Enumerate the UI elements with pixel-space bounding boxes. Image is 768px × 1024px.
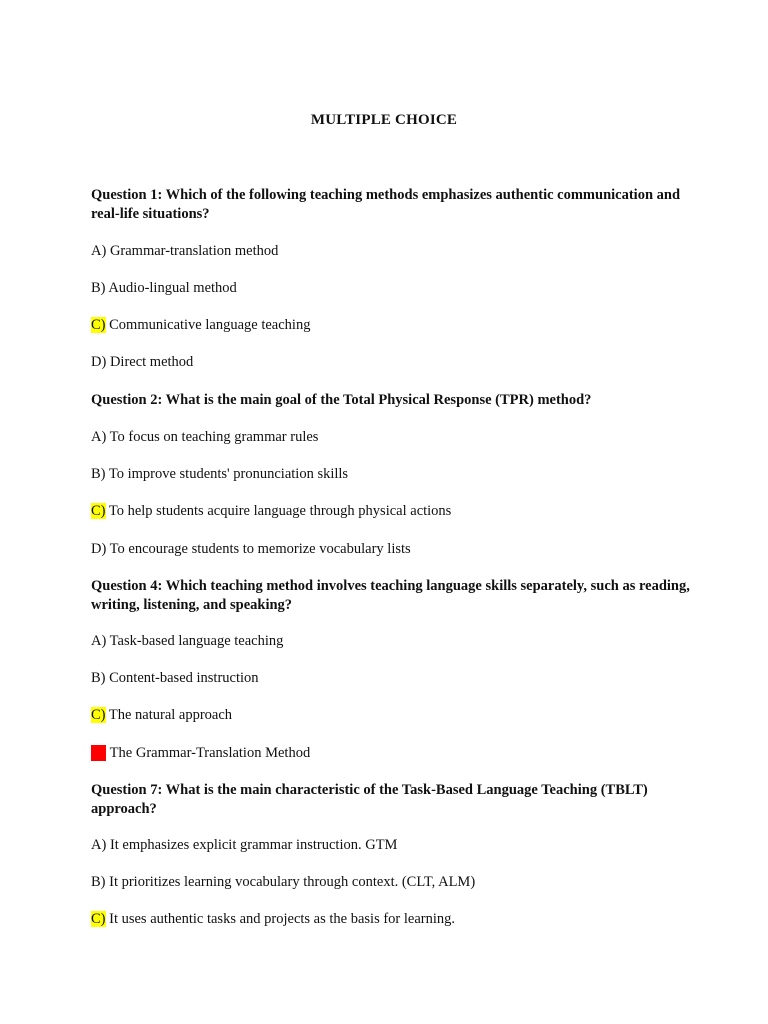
option-text: Grammar-translation method [106,243,279,259]
question-7-option-c [91,910,691,929]
question-7-prompt: Question 7: What is the main characteristic of the Task-Based Language Teaching (TBLT) approach? [91,782,648,817]
option-text: Direct method [106,354,194,370]
option-letter: A) [91,837,107,853]
option-letter: B) [91,466,106,482]
question-1-option-a [91,242,691,261]
question-4-option-b [91,669,691,688]
option-letter: D) [91,541,107,557]
option-text: To encourage students to memorize vocabulary lists [106,541,411,557]
option-letter: D) [91,354,107,370]
question-4-option-c [91,706,691,725]
option-letter: B) [91,670,106,686]
question-4-prompt: Question 4: Which teaching method involves teaching language skills separately, such as reading, writing, listening, and speaking? [91,578,690,613]
answer-highlight: C) [91,503,106,519]
question-1-option-b [91,279,691,298]
wrong-answer-highlight: D) [91,745,107,761]
question-2-prompt: Question 2: What is the main goal of the Total Physical Response (TPR) method? [91,392,592,408]
option-letter: B) [91,874,106,890]
question-4-option-d [91,744,691,763]
question-1-prompt: Question 1: Which of the following teaching methods emphasizes authentic communication and real-life situations? [91,187,681,222]
answer-highlight: C) [91,707,106,723]
option-letter: A) [91,243,107,259]
option-text: It emphasizes explicit grammar instruction. GTM [106,837,398,853]
question-4-option-a [91,632,691,651]
question-1-option-c [91,316,691,335]
question-1-option-d [91,353,691,372]
option-text: Task-based language teaching [106,633,284,649]
option-letter: A) [91,633,107,649]
option-text: It uses authentic tasks and projects as the basis for learning. [105,911,456,927]
question-2-option-d [91,540,691,559]
option-letter: A) [91,429,107,445]
question-2-option-a [91,428,691,447]
option-text: Audio-lingual method [105,280,237,296]
option-letter: B) [91,280,106,296]
option-text: To improve students' pronunciation skills [105,466,349,482]
option-text: To help students acquire language through physical actions [105,503,452,519]
option-text: The Grammar-Translation Method [106,745,311,761]
option-text: To focus on teaching grammar rules [106,429,319,445]
option-text: It prioritizes learning vocabulary through context. (CLT, ALM) [105,874,476,890]
answer-highlight: C) [91,317,106,333]
question-2-option-c [91,502,691,521]
question-7-option-b [91,873,691,892]
question-7-option-a [91,836,691,855]
option-text: Content-based instruction [105,670,259,686]
option-text: The natural approach [105,707,233,723]
answer-highlight: C) [91,911,106,927]
option-text: Communicative language teaching [105,317,311,333]
question-2-option-b [91,465,691,484]
page-title: MULTIPLE CHOICE [310,112,458,128]
